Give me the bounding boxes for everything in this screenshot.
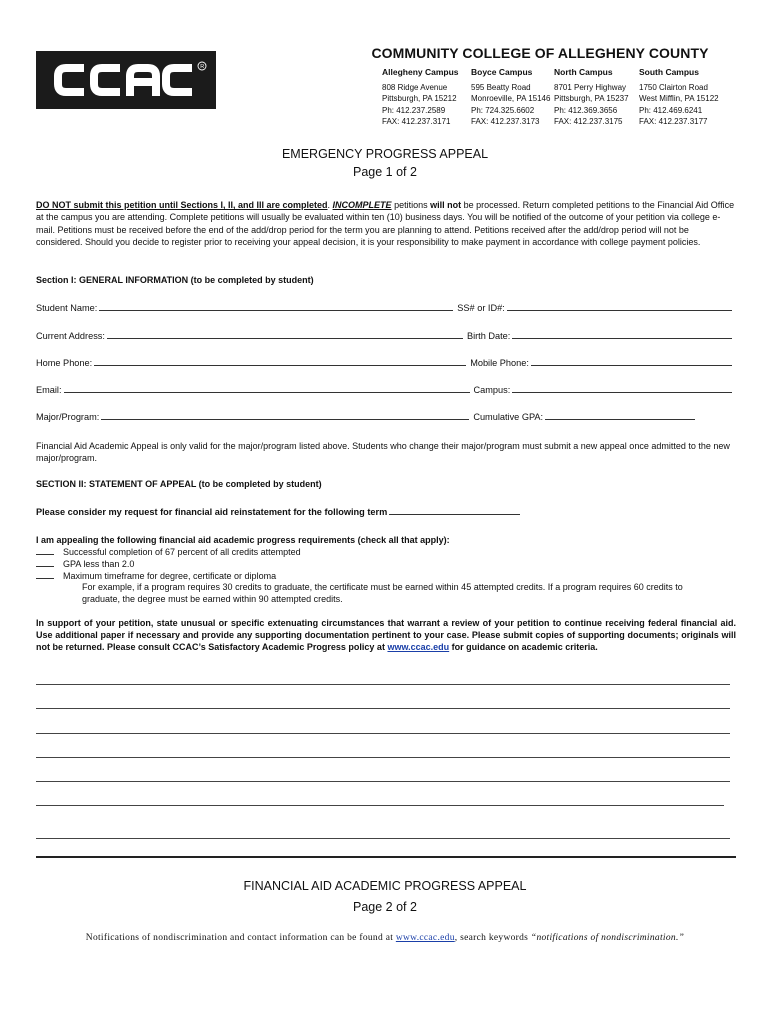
footer-keywords: “notifications of nondiscrimination.” — [530, 933, 685, 943]
campus-city: Monroeville, PA 15146 — [471, 94, 551, 103]
major-field[interactable] — [101, 411, 469, 420]
campus-phone: Ph: 412.469.6241 — [639, 105, 703, 115]
response-line[interactable] — [36, 708, 730, 709]
campus-city: West Mifflin, PA 15122 — [639, 94, 719, 103]
field-row-email — [36, 384, 734, 395]
campus-name: South Campus — [639, 67, 699, 77]
address-label: Current Address: — [36, 331, 105, 341]
support-text: In support of your petition, state unusual or specific extenuating circumstances that warrant a review of your petition to continue receiving federal financial aid. Use additional paper if necessary and provide any supporting documentation pertinent to your case. Please submit copies of supporting documents; originals will not be returned. Please consult CCAC’s Satisfactory Academic Progress policy at — [36, 618, 736, 653]
campus-name: Allegheny Campus — [382, 67, 459, 77]
footer-middle: , search keywords — [454, 933, 531, 943]
campus-north — [554, 67, 629, 128]
footer-text: Notifications of nondiscrimination and contact information can be found at — [85, 933, 396, 943]
campus-fax: FAX: 412.237.3175 — [554, 117, 623, 126]
response-line[interactable] — [36, 684, 730, 685]
option-gpa-check[interactable] — [36, 558, 54, 567]
mobile-phone-field[interactable] — [531, 357, 732, 366]
do-not-submit-text: DO NOT submit this petition until Sections I, II, and III are completed — [36, 200, 328, 210]
campus-fax: FAX: 412.237.3171 — [382, 117, 451, 126]
gpa-field[interactable] — [545, 411, 695, 420]
support-paragraph — [36, 617, 736, 654]
option-gpa — [36, 558, 134, 570]
option-timeframe-label: Maximum timeframe for degree, certificate or diploma — [63, 571, 277, 581]
campus-boyce — [471, 67, 550, 128]
nondiscrimination-footer — [0, 933, 770, 943]
option-completion-check[interactable] — [36, 546, 54, 555]
birth-date-field[interactable] — [512, 330, 732, 339]
instructions — [36, 199, 736, 249]
page-divider — [36, 856, 736, 858]
campus-street: 595 Beatty Road — [471, 82, 531, 92]
response-line[interactable] — [36, 838, 730, 839]
footer-link[interactable]: www.ccac.edu — [395, 933, 455, 943]
option-timeframe-check[interactable] — [36, 570, 54, 579]
response-line[interactable] — [36, 733, 730, 734]
campus-street: 808 Ridge Avenue — [382, 82, 448, 92]
response-line[interactable] — [36, 781, 730, 782]
page2-title: FINANCIAL AID ACADEMIC PROGRESS APPEAL — [243, 879, 527, 893]
college-name: COMMUNITY COLLEGE OF ALLEGHENY COUNTY — [371, 45, 709, 61]
term-field[interactable] — [389, 506, 520, 515]
ccac-link[interactable]: www.ccac.edu — [387, 642, 450, 653]
instructions-period: . — [327, 200, 333, 210]
campus-name: North Campus — [554, 67, 613, 77]
birth-date-label: Birth Date: — [466, 331, 511, 341]
campus-fax: FAX: 412.237.3177 — [639, 117, 708, 126]
instructions-part2: be processed. Return completed petitions to the Financial Aid Office at the campus you are attending. Complete petitions will usually be evaluated within ten (10) business days. You will be notified of the outcome of your petition via college e-mail. Petitions must be received before the end of the add/drop period for the term you are planning to attend. Petitions received after the add/drop period will not be considered. Should you decide to register prior to receiving your appeal decision, it is your responsibility to make payment in accordance with college payment policies. — [36, 200, 735, 248]
student-name-label: Student Name: — [36, 303, 98, 313]
field-row-phone — [36, 357, 734, 368]
page1-title: EMERGENCY PROGRESS APPEAL — [281, 147, 489, 161]
timeframe-example: For example, if a program requires 30 credits to graduate, the certificate must be earned within 45 attempted credits. If a program requires 60 credits to graduate, the degree must be earned within 90 attempted credits. — [82, 582, 683, 604]
campus-label: Campus: — [473, 385, 511, 395]
field-row-student-name — [36, 302, 734, 313]
campus-street: 8701 Perry Highway — [554, 82, 627, 92]
campus-name: Boyce Campus — [471, 67, 533, 77]
section1-heading: Section I: GENERAL INFORMATION (to be completed by student) — [36, 275, 314, 285]
ccac-logo — [36, 51, 216, 109]
major-label: Major/Program: — [36, 412, 100, 422]
campus-south — [639, 67, 719, 128]
page2-page-label: Page 2 of 2 — [353, 900, 417, 914]
response-line[interactable] — [36, 757, 730, 758]
campus-city: Pittsburgh, PA 15237 — [554, 94, 629, 103]
gpa-label: Cumulative GPA: — [473, 412, 544, 422]
page1-page-label: Page 1 of 2 — [353, 165, 417, 179]
section2-heading: SECTION II: STATEMENT OF APPEAL (to be completed by student) — [36, 479, 322, 489]
option-completion-label: Successful completion of 67 percent of all credits attempted — [63, 547, 301, 557]
campus-fax: FAX: 412.237.3173 — [471, 117, 540, 126]
email-label: Email: — [36, 385, 62, 395]
id-label: SS# or ID#: — [457, 303, 505, 313]
support-tail: for guidance on academic criteria. — [449, 642, 598, 653]
campus-city: Pittsburgh, PA 15212 — [382, 94, 457, 103]
campus-field[interactable] — [512, 384, 732, 393]
campus-allegheny — [382, 67, 459, 128]
term-row — [36, 506, 522, 517]
response-line[interactable] — [36, 805, 724, 806]
home-phone-field[interactable] — [94, 357, 466, 366]
option-completion — [36, 546, 301, 558]
field-row-major — [36, 411, 734, 422]
address-field[interactable] — [107, 330, 463, 339]
home-phone-label: Home Phone: — [36, 358, 93, 368]
email-field[interactable] — [64, 384, 470, 393]
id-field[interactable] — [507, 302, 732, 311]
mobile-phone-label: Mobile Phone: — [470, 358, 529, 368]
term-prompt: Please consider my request for financial aid reinstatement for the following term — [36, 507, 388, 517]
option-gpa-label: GPA less than 2.0 — [63, 559, 135, 569]
campus-phone: Ph: 412.369.3656 — [554, 105, 618, 115]
will-not-text: will not — [430, 200, 462, 210]
major-note: Financial Aid Academic Appeal is only valid for the major/program listed above. Students who change their major/program must submit a new appeal once admitted to the new major/program. — [36, 441, 730, 464]
instructions-part1: petitions — [391, 200, 431, 210]
student-name-field[interactable] — [99, 302, 453, 311]
svg-text:R: R — [200, 64, 205, 70]
campus-phone: Ph: 412.237.2589 — [382, 105, 446, 115]
campus-phone: Ph: 724.325.6602 — [471, 105, 535, 115]
requirements-heading: I am appealing the following financial aid academic progress requirements (check all that apply): — [36, 535, 450, 545]
field-row-address — [36, 330, 734, 341]
campus-street: 1750 Clairton Road — [639, 82, 708, 92]
incomplete-text: INCOMPLETE — [332, 200, 392, 210]
